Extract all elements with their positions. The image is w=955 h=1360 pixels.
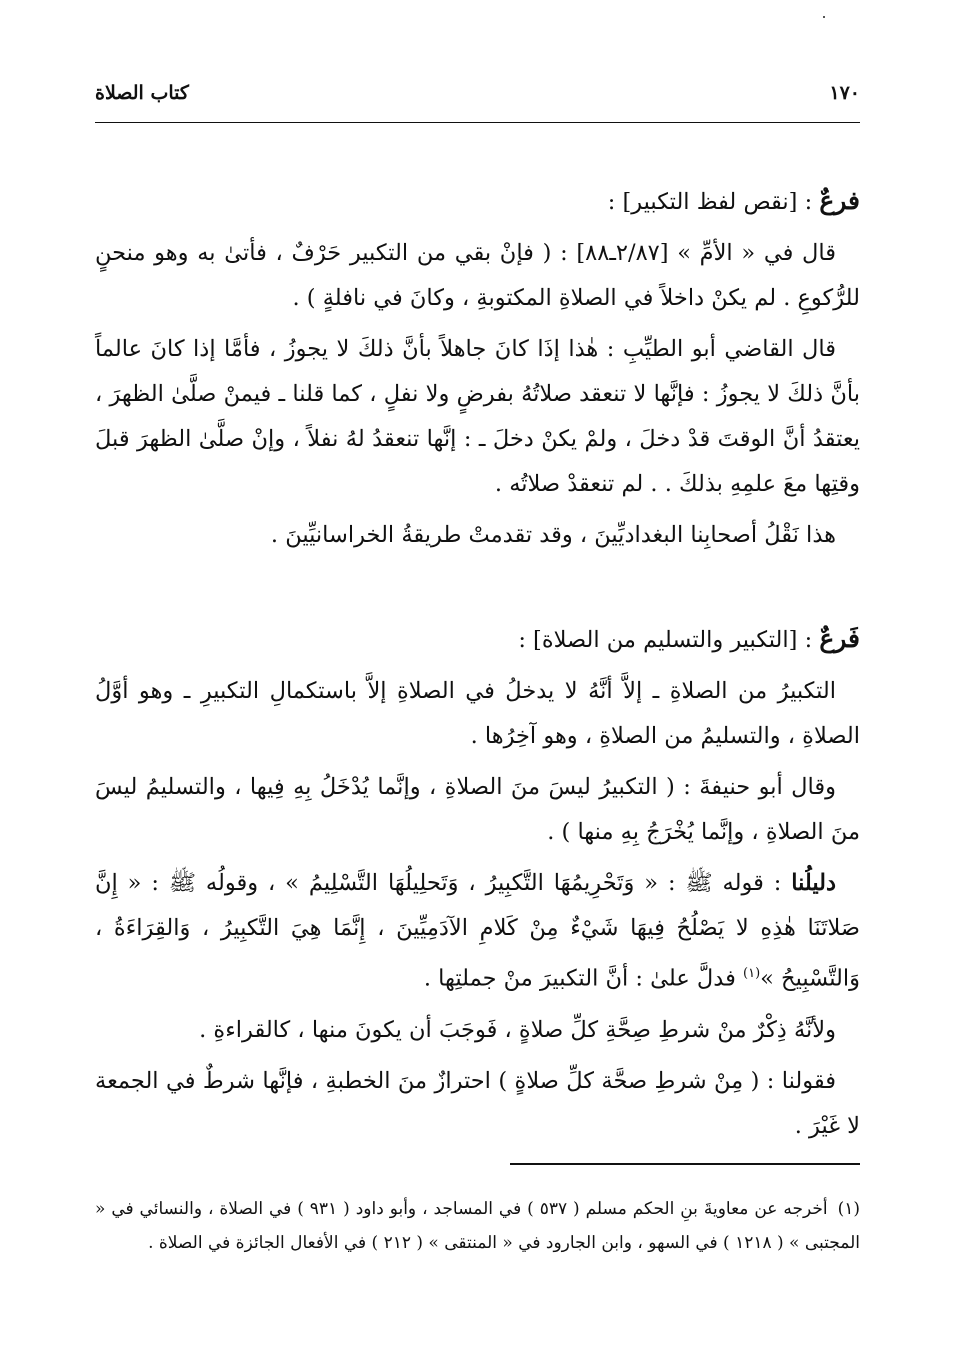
- paragraph: قال القاضي أبو الطيِّبِ : هٰذا إذَا كانَ جاهلاً بأنَّ ذلكَ لا يجوزُ ، فأمَّا إذا كانَ عالماً بأنَّ ذلكَ لا يجوزُ : فإنَّها لا تنعقد صلاتُهُ بفرضٍ ولا نفلٍ ، كما قلنا ـ فيمنْ صلَّىٰ الظهرَ ، يعتقدُ أنَّ الوقتَ قدْ دخلَ ، ولمْ يكنْ دخلَ ـ : إنَّها تنعقدُ لهُ نفلاً ، وإنْ صلَّىٰ الظهرَ قبلَ وقتِها معَ علمِهِ بذلكَ . . لم تنعقدْ صلاتُه .: [95, 336, 860, 497]
- evidence-lead: دليلُنا: [791, 870, 836, 896]
- evidence-text: : قوله ﷺ : « وَتَحْرِيمُهَا التَّكبِيرُ ، وَتَحلِيلُهَا التَّسْلِيمُ » ، وقولُه ﷺ : « إِنَّ صَلاتَنَا هٰذِهِ لا يَصْلُحُ فِيهَا شَيْءٌ مِنْ كَلامِ الآدَمِيِّينَ ، إِنَّمَا هِيَ التَّكبِيرُ ، وَالقِرَاءَةُ ، وَالتَّسْبِيحُ »: [95, 870, 860, 992]
- section-keyword-2: فَرعٌ: [819, 624, 860, 653]
- section-heading-2: [95, 616, 860, 663]
- running-header: [95, 76, 860, 104]
- book-title: كتاب الصلاة: [95, 82, 189, 104]
- evidence-conclusion: فدلَّ علىٰ : أنَّ التكبيرَ منْ جملتِها .: [423, 965, 743, 992]
- footnote-number: (١): [837, 1199, 860, 1219]
- paragraph: هذا نَقْلُ أصحابِنا البغداديِّينَ ، وقد تقدمتْ طريقةُ الخراسانيِّينَ .: [270, 522, 836, 548]
- section-title-2: : [التكبير والتسليم من الصلاة] :: [518, 627, 820, 653]
- paragraph: قال في « الأمِّ » [٢/٨٧ـ٨٨] : ( فإنْ بقي من التكبير حَرْفٌ ، فأتىٰ به وهو منحنٍ للرُّكوعِ . لم يكنْ داخلاً في الصلاةِ المكتوبةِ ، وكانَ في نافلةٍ ) .: [95, 240, 860, 311]
- footnote: [95, 1192, 860, 1260]
- scan-speck: [823, 16, 825, 18]
- paragraph: التكبيرُ من الصلاةِ ـ إلاَّ أنَّهُ لا يدخلُ في الصلاةِ إلاَّ باستكمالِ التكبيرِ ـ وهو أوَّلُ الصلاةِ ، والتسليمُ من الصلاةِ ، وهو آخِرُها .: [95, 678, 860, 749]
- footnote-text: أخرجه عن معاويةَ بنِ الحكم مسلم ( ٥٣٧ ) في المساجد ، وأبو داود ( ٩٣١ ) في الصلاة ، والنسائي في « المجتبى » ( ١٢١٨ ) في السهو ، وابن الجارود في « المنتقى » ( ٢١٢ ) في الأفعال الجائزة في الصلاة .: [95, 1199, 860, 1253]
- paragraph-evidence: [95, 861, 860, 1002]
- section-heading-1: [95, 178, 860, 225]
- footnote-rule: [510, 1163, 860, 1165]
- main-text: [95, 178, 860, 1155]
- section-gap: [95, 564, 860, 616]
- paragraph: فقولنا : ( مِنْ شرطِ صحَّة كلِّ صلاةٍ ) احترازٌ منَ الخطبةِ ، فإنَّها شرطٌ في الجمعة لا غَيْرَ .: [95, 1067, 860, 1139]
- section-keyword-1: فرعٌ: [819, 186, 860, 215]
- paragraph: وقال أبو حنيفةَ : ( التكبيرُ ليسَ منَ الصلاةِ ، وإنَّما يُدْخَلُ بِهِ فِيها ، والتسليمُ ليسَ منَ الصلاةِ ، وإنَّما يُخْرَجُ بِهِ منها ) .: [95, 774, 860, 845]
- page-number: ١٧٠: [829, 82, 860, 104]
- footnote-reference[interactable]: (١): [743, 966, 761, 981]
- paragraph: ولأنَّهُ ذِكْرٌ منْ شرطِ صِحَّةِ كلِّ صلاةٍ ، فَوجَبَ أن يكونَ منها ، كالقراءةِ .: [199, 1016, 836, 1043]
- header-rule: [95, 122, 860, 123]
- section-title-1: : [نقص لفظ التكبير] :: [607, 189, 820, 215]
